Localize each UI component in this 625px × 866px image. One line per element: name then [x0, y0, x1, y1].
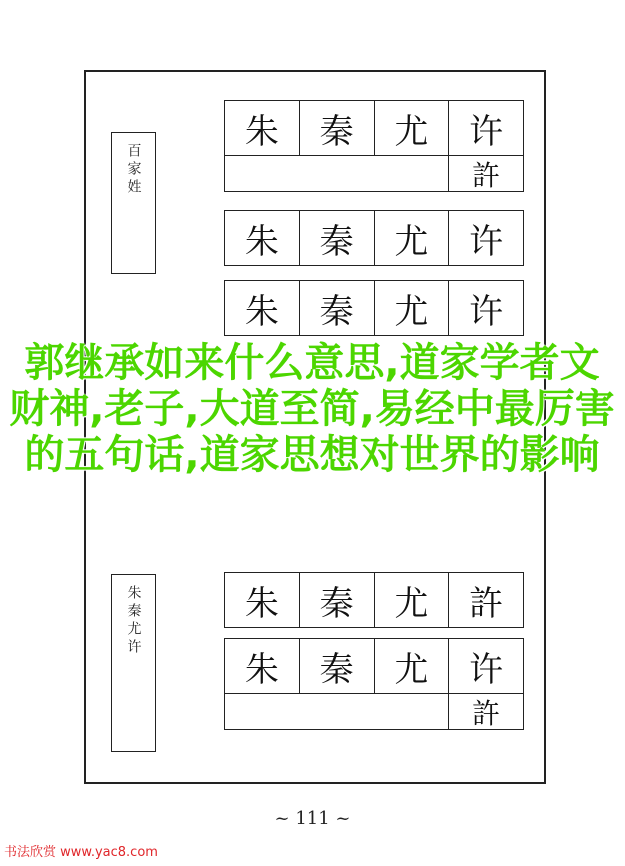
- cell-qin: 秦: [300, 101, 375, 155]
- row-sub-1: [224, 156, 524, 192]
- cell-qin: 秦: [300, 573, 375, 627]
- cell-xu: 许: [469, 221, 504, 262]
- cell-zhu: 朱: [225, 573, 300, 627]
- cell-xu-alt: 許: [448, 156, 523, 191]
- label-box-top: [111, 132, 156, 274]
- cell-you: 尤: [375, 281, 450, 335]
- cell-xu: 许: [469, 111, 504, 152]
- label-box-bottom: [111, 574, 156, 752]
- page-number: ~ 111 ~: [274, 808, 351, 829]
- cell-you: 尤: [375, 101, 450, 155]
- grid-row-1: [224, 100, 524, 156]
- cell-you: 尤: [375, 573, 450, 627]
- label-bottom: 朱秦尤许: [125, 585, 142, 657]
- cell-you: 尤: [375, 211, 450, 265]
- cell-xu: 许: [469, 291, 504, 332]
- label-top: 百家姓: [125, 143, 142, 197]
- cell-xu: 许: [469, 649, 504, 690]
- cell-xu-alt: 許: [448, 694, 523, 729]
- cell-zhu: 朱: [225, 101, 300, 155]
- grid-row-2: [224, 210, 524, 266]
- grid-row-4: [224, 572, 524, 628]
- grid-row-3: [224, 280, 524, 336]
- cell-qin: 秦: [300, 211, 375, 265]
- row-sub-2: [224, 694, 524, 730]
- grid-row-5: [224, 638, 524, 694]
- cell-qin: 秦: [300, 281, 375, 335]
- cell-zhu: 朱: [225, 211, 300, 265]
- cell-xu: 許: [469, 583, 504, 624]
- cell-qin: 秦: [300, 639, 375, 693]
- overlay-title: 郭继承如来什么意思,道家学者文财神,老子,大道至简,易经中最厉害的五句话,道家思想对世界的影响: [9, 340, 615, 478]
- cell-zhu: 朱: [225, 281, 300, 335]
- cell-zhu: 朱: [225, 639, 300, 693]
- watermark[interactable]: 书法欣赏 www.yac8.com: [4, 845, 158, 860]
- cell-you: 尤: [375, 639, 450, 693]
